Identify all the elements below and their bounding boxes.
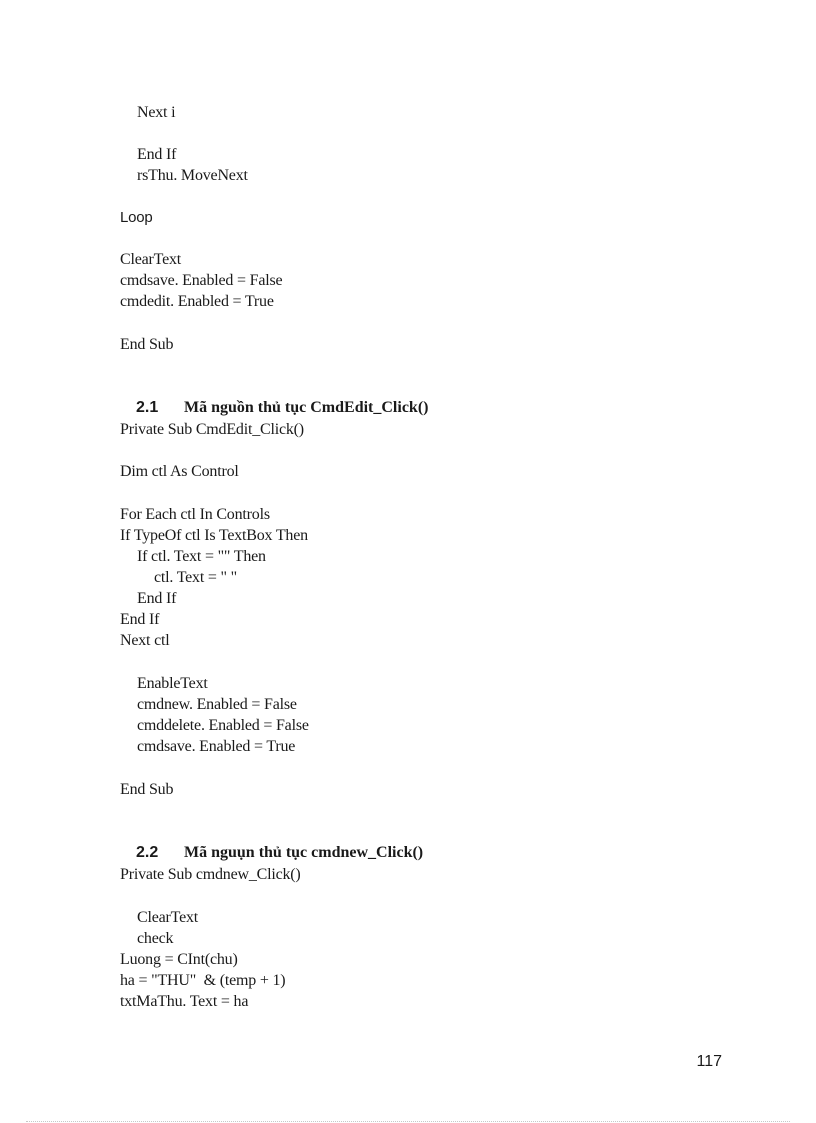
code-line: check: [137, 930, 174, 947]
code-line: txtMaThu. Text = ha: [120, 993, 249, 1010]
code-line: EnableText: [137, 675, 208, 692]
code-line: For Each ctl In Controls: [120, 506, 270, 523]
section-number: 2.2: [136, 844, 159, 861]
code-line: cmddelete. Enabled = False: [137, 717, 309, 734]
code-line: Next i: [137, 104, 176, 121]
code-line: If TypeOf ctl Is TextBox Then: [120, 527, 308, 544]
page-number: 117: [696, 1053, 722, 1070]
code-line: cmdnew. Enabled = False: [137, 696, 297, 713]
code-line: Dim ctl As Control: [120, 463, 239, 480]
section-number: 2.1: [136, 399, 159, 416]
code-line: End If: [137, 146, 177, 163]
page-bottom-divider: [26, 1121, 790, 1122]
code-line: ctl. Text = " ": [154, 569, 237, 586]
code-line: End If: [120, 611, 160, 628]
section-title: Mã nguụn thủ tục cmdnew_Click(): [184, 844, 424, 861]
code-line: End Sub: [120, 336, 174, 353]
code-line: rsThu. MoveNext: [137, 167, 248, 184]
code-line: If ctl. Text = "" Then: [137, 548, 266, 565]
code-line: cmdedit. Enabled = True: [120, 293, 274, 310]
code-line: Private Sub CmdEdit_Click(): [120, 421, 304, 438]
code-line: cmdsave. Enabled = False: [120, 272, 283, 289]
code-line: End Sub: [120, 781, 174, 798]
code-line: ClearText: [120, 251, 182, 268]
code-line: Private Sub cmdnew_Click(): [120, 866, 301, 883]
code-line: ha = "THU" & (temp + 1): [120, 972, 286, 989]
code-line: ClearText: [137, 909, 199, 926]
section-title: Mã nguồn thủ tục CmdEdit_Click(): [184, 399, 429, 416]
code-line: End If: [137, 590, 177, 607]
code-line: cmdsave. Enabled = True: [137, 738, 296, 755]
code-line: Loop: [120, 209, 153, 226]
code-line: Next ctl: [120, 632, 170, 649]
code-line: Luong = CInt(chu): [120, 951, 238, 968]
